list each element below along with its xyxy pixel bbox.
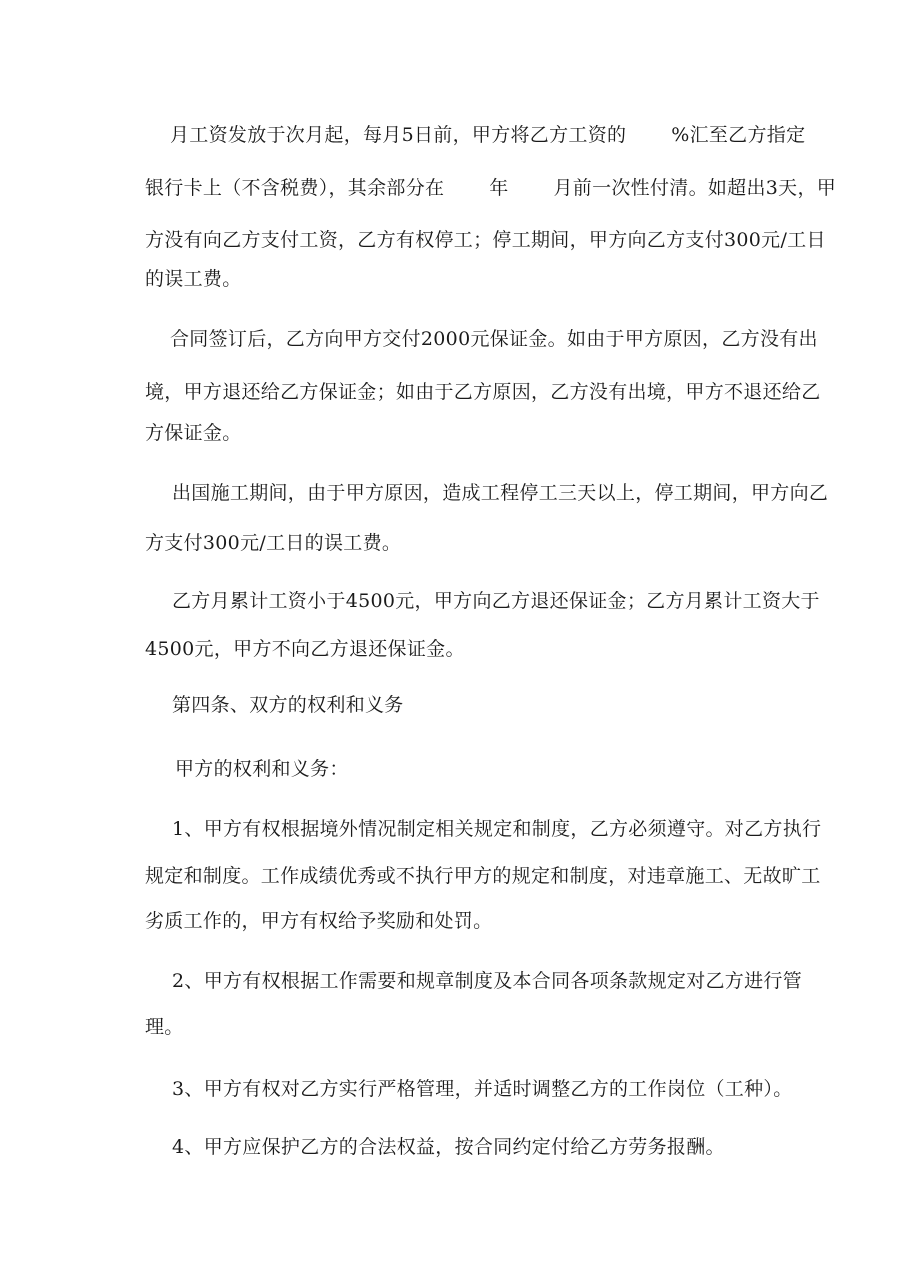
- text-line: 月工资发放于次月起，每月5日前，甲方将乙方工资的 %汇至乙方指定: [170, 124, 806, 146]
- text-line: 合同签订后，乙方向甲方交付2000元保证金。如由于甲方原因，乙方没有出: [170, 328, 818, 350]
- text-line: 4500元，甲方不向乙方退还保证金。: [145, 638, 465, 660]
- text-line: 的误工费。: [145, 268, 242, 290]
- text-line: 出国施工期间，由于甲方原因，造成工程停工三天以上，停工期间，甲方向乙: [172, 482, 829, 504]
- text-line: 劣质工作的，甲方有权给予奖励和处罚。: [145, 910, 493, 932]
- text-line: 乙方月累计工资小于4500元，甲方向乙方退还保证金；乙方月累计工资大于: [172, 590, 820, 612]
- text-line: 1、甲方有权根据境外情况制定相关规定和制度，乙方必须遵守。对乙方执行: [172, 818, 822, 840]
- text-line: 理。: [145, 1016, 184, 1038]
- subsection-heading: 甲方的权利和义务：: [175, 758, 349, 780]
- text-line: 方支付300元/工日的误工费。: [145, 532, 402, 554]
- list-item-3: 3、甲方有权对乙方实行严格管理，并适时调整乙方的工作岗位（工种）。: [172, 1078, 793, 1100]
- text-line: 境，甲方退还给乙方保证金；如由于乙方原因，乙方没有出境，甲方不退还给乙: [145, 381, 821, 403]
- text-line: 规定和制度。工作成绩优秀或不执行甲方的规定和制度，对违章施工、无故旷工: [145, 865, 821, 887]
- text-line: 银行卡上（不含税费），其余部分在 年 月前一次性付清。如超出3天，甲: [145, 177, 837, 199]
- section-heading: 第四条、双方的权利和义务: [172, 694, 404, 716]
- text-line: 2、甲方有权根据工作需要和规章制度及本合同各项条款规定对乙方进行管: [172, 970, 802, 992]
- text-line: 方没有向乙方支付工资，乙方有权停工；停工期间，甲方向乙方支付300元/工日: [145, 229, 826, 251]
- text-line: 方保证金。: [145, 422, 242, 444]
- list-item-4: 4、甲方应保护乙方的合法权益，按合同约定付给乙方劳务报酬。: [172, 1136, 725, 1158]
